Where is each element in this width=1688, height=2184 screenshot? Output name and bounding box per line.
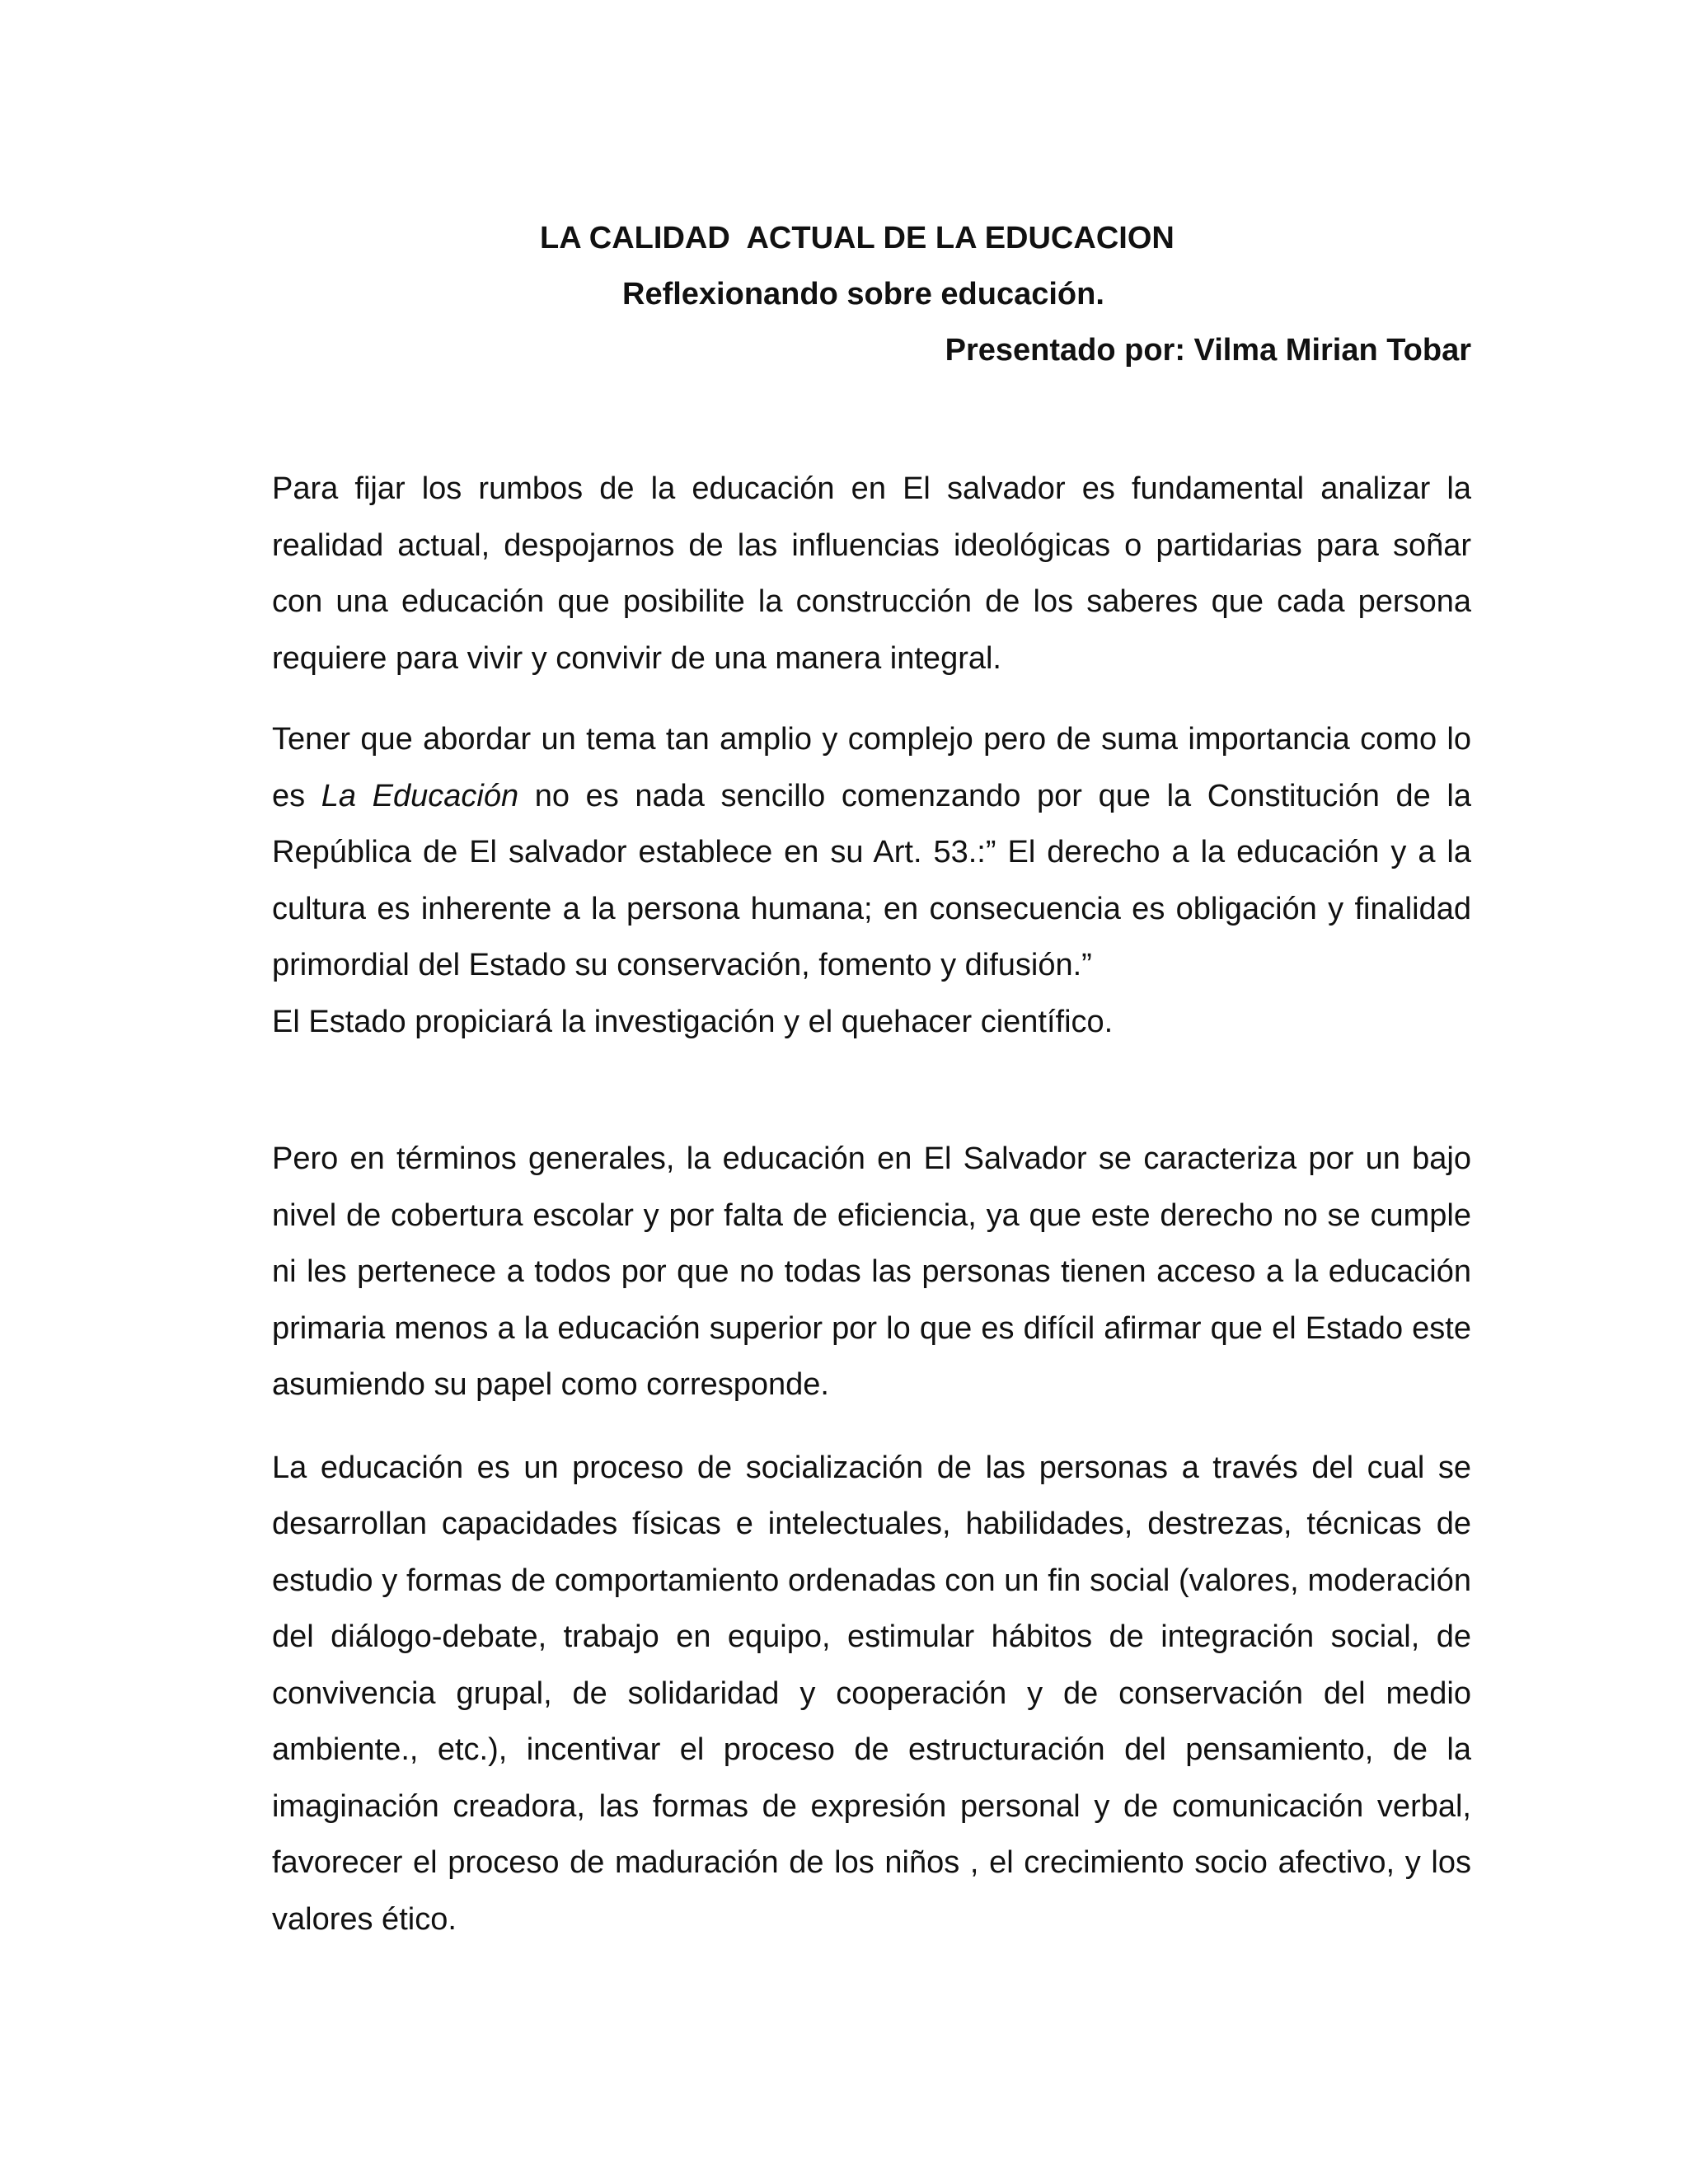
paragraph-2	[272, 711, 1471, 994]
author-credit: Presentado por: Vilma Mirian Tobar	[945, 333, 1471, 368]
paragraph-2-start: Tener que abordar un tema tan amplio y complejo pero de suma importancia como lo es	[272, 722, 1471, 813]
document-title: LA CALIDAD ACTUAL DE LA EDUCACION	[540, 221, 1175, 255]
paragraph-2-emphasis: La Educación	[321, 778, 519, 813]
document-header	[272, 210, 1471, 378]
paragraph-1: Para fijar los rumbos de la educación en El salvador es fundamental analizar la realidad actual, despojarnos de las influencias ideológicas o partidarias para soñar con una educación que posibilite la construcción de los saberes que cada persona requiere para vivir y convivir de una manera integral.	[272, 471, 1471, 676]
document-subtitle: Reflexionando sobre educación.	[622, 277, 1104, 312]
paragraph-4: Pero en términos generales, la educación en El Salvador se caracteriza por un bajo nivel de cobertura escolar y por falta de eficiencia, ya que este derecho no se cumple ni les pertenece a todos por que no todas las personas tienen acceso a la educación primaria menos a la educación superior por lo que es difícil afirmar que el Estado este asumiendo su papel como corresponde.	[272, 1141, 1471, 1402]
paragraph-2-end: no es nada sencillo comenzando por que la Constitución de la República de El salvador establece en su Art. 53.:” El derecho a la educación y a la cultura es inherente a la persona humana; en consecuencia es obligación y finalidad primordial del Estado su conservación, fomento y difusión.”	[272, 778, 1471, 982]
paragraph-3: El Estado propiciará la investigación y el quehacer científico.	[272, 1004, 1114, 1039]
paragraph-5: La educación es un proceso de socialización de las personas a través del cual se desarrollan capacidades físicas e intelectuales, habilidades, destrezas, técnicas de estudio y formas de comportamiento ordenadas con un fin social (valores, moderación del diálogo-debate, trabajo en equipo, estimular hábitos de integración social, de convivencia grupal, de solidaridad y cooperación y de conservación del medio ambiente., etc.), incentivar el proceso de estructuración del pensamiento, de la imaginación creadora, las formas de expresión personal y de comunicación verbal, favorecer el proceso de maduración de los niños , el crecimiento socio afectivo, y los valores ético.	[272, 1450, 1471, 1937]
document-page	[272, 210, 1471, 1947]
